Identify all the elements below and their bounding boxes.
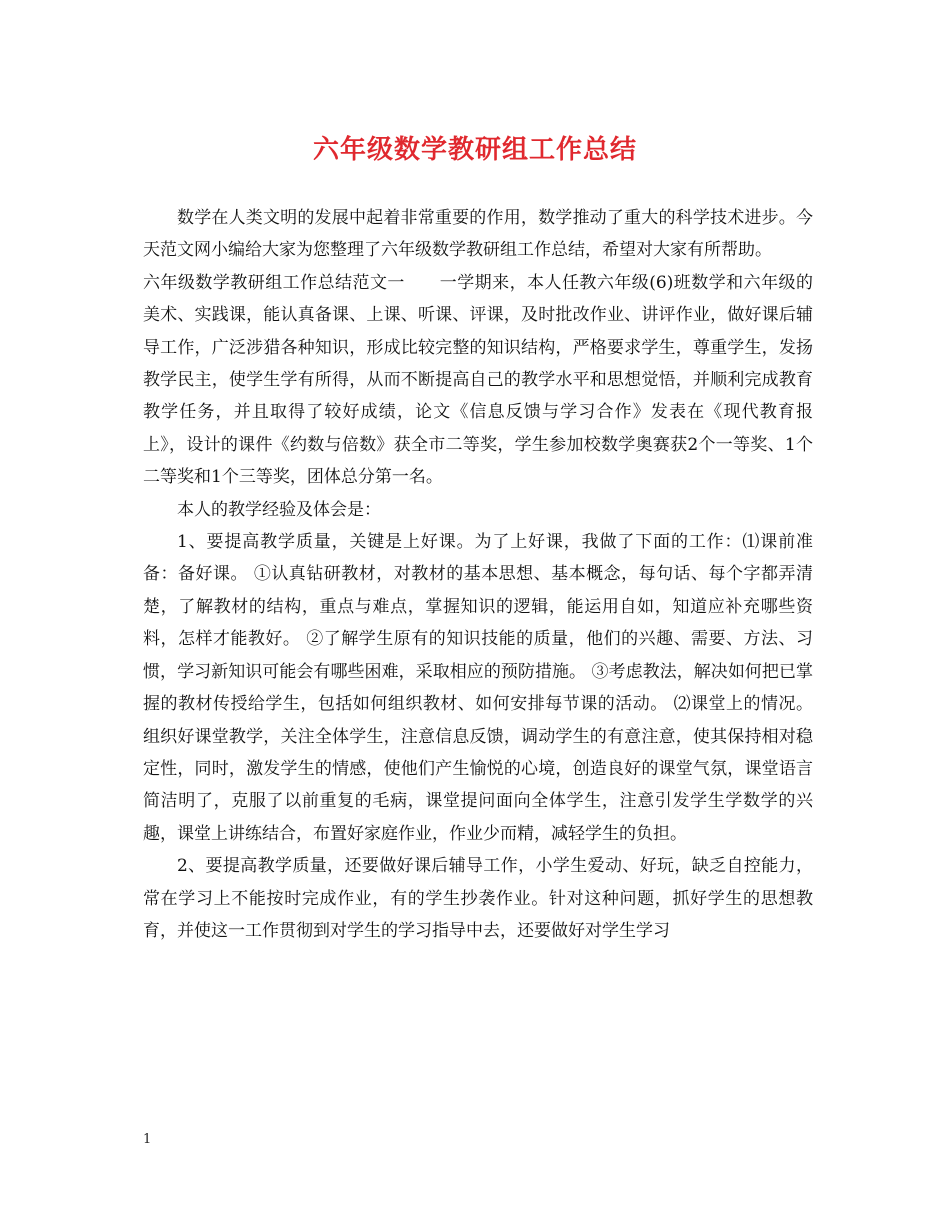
page-number: 1 <box>143 1132 152 1147</box>
paragraph-point-one: 1、要提高教学质量，关键是上好课。为了上好课，我做了下面的工作：⑴课前准备：备好课。 ①认真钻研教材，对教材的基本思想、基本概念，每句话、每个字都弄清楚，了解教材的结构，重点与难点，掌握知识的逻辑，能运用自如，知道应补充哪些资料，怎样才能教好。 ②了解学生原有的知识技能的质量，他们的兴趣、需要、方法、习惯，学习新知识可能会有哪些困难，采取相应的预防措施。 ③考虑教法，解决如何把已掌握的教材传授给学生，包括如何组织教材、如何安排每节课的活动。 ⑵课堂上的情况。 组织好课堂教学，关注全体学生，注意信息反馈，调动学生的有意注意，使其保持相对稳定性，同时，激发学生的情感，使他们产生愉悦的心境，创造良好的课堂气氛，课堂语言简洁明了，克服了以前重复的毛病，课堂提问面向全体学生，注意引发学生学数学的兴趣，课堂上讲练结合，布置好家庭作业，作业少而精，减轻学生的负担。 <box>143 532 813 844</box>
document-body <box>143 202 813 947</box>
paragraph-point-two: 2、要提高教学质量，还要做好课后辅导工作，小学生爱动、好玩，缺乏自控能力，常在学习上不能按时完成作业，有的学生抄袭作业。针对这种问题，抓好学生的思想教育，并使这一工作贯彻到对学生的学习指导中去，还要做好对学生学习 <box>143 856 813 941</box>
paragraph-intro: 数学在人类文明的发展中起着非常重要的作用，数学推动了重大的科学技术进步。今天范文网小编给大家为您整理了六年级数学教研组工作总结，希望对大家有所帮助。 <box>143 208 813 261</box>
paragraph-sample-one: 六年级数学教研组工作总结范文一 一学期来，本人任教六年级(6)班数学和六年级的美术、实践课，能认真备课、上课、听课、评课，及时批改作业、讲评作业，做好课后辅导工作，广泛涉猎各种知识，形成比较完整的知识结构，严格要求学生，尊重学生，发扬教学民主，使学生学有所得，从而不断提高自己的教学水平和思想觉悟，并顺利完成教育教学任务，并且取得了较好成绩，论文《信息反馈与学习合作》发表在《现代教育报上》，设计的课件《约数与倍数》获全市二等奖，学生参加校数学奥赛获2个一等奖、1个二等奖和1个三等奖，团体总分第一名。 <box>143 272 813 488</box>
paragraph-experience-heading: 本人的教学经验及体会是： <box>177 499 381 520</box>
document-title: 六年级数学教研组工作总结 <box>312 135 637 165</box>
